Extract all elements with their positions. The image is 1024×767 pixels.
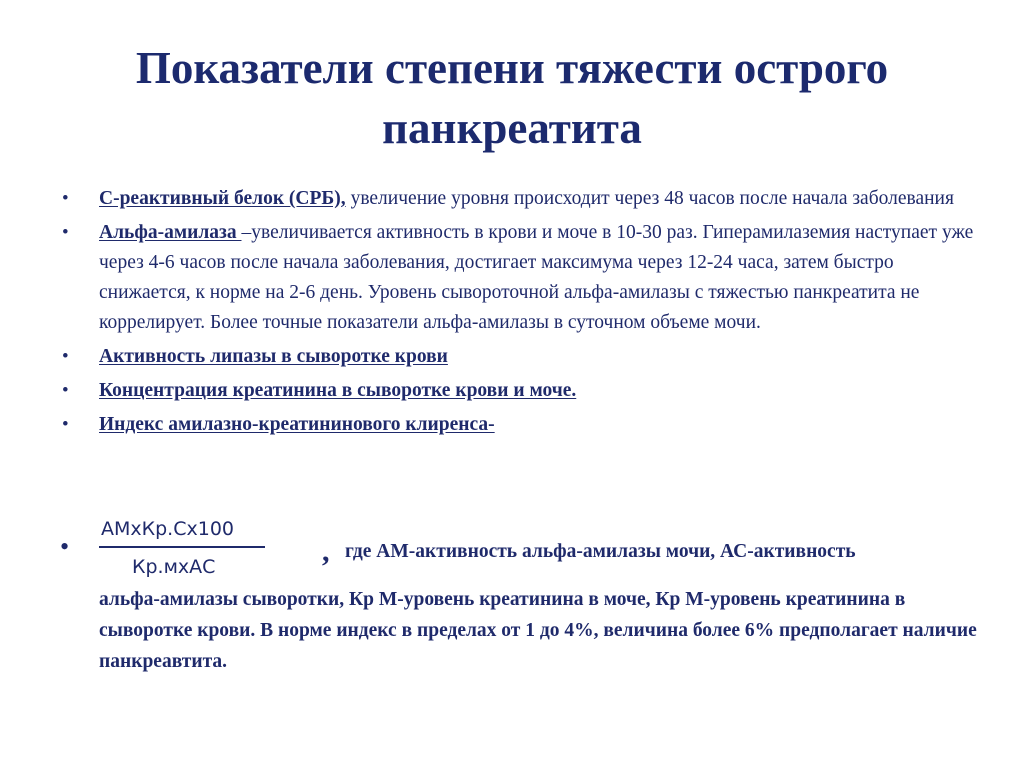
formula-comma: , xyxy=(322,535,330,568)
formula-explanation-start: где АМ-активность альфа-амилазы мочи, АС-активность xyxy=(345,541,856,562)
formula-denominator: Кр.мхАС xyxy=(132,556,216,578)
bullet-icon: • xyxy=(62,380,69,401)
list-item xyxy=(60,184,980,214)
item-term: Альфа-амилаза xyxy=(99,222,242,243)
list-item xyxy=(60,376,980,406)
bullet-icon: • xyxy=(62,222,69,243)
item-term: Индекс амилазно-креатининового клиренса- xyxy=(99,414,495,435)
item-text: увеличение уровня происходит через 48 часов после начала заболевания xyxy=(345,188,954,209)
formula-explanation: альфа-амилазы сыворотки, Кр М-уровень креатинина в моче, Кр М-уровень креатинина в сыворотке крови. В норме индекс в пределах от 1 до 4%, величина более 6% предполагает наличие панкреавтита. xyxy=(99,589,977,672)
slide-title: Показатели степени тяжести острого панкреатита xyxy=(135,43,889,153)
list-item xyxy=(60,410,980,440)
item-term: Активность липазы в сыворотке крови xyxy=(99,346,448,367)
item-text: –увеличивается активность в крови и моче в 10-30 раз. Гиперамилаземия наступает уже через 4-6 часов после начала заболевания, достигает максимума через 12-24 часа, затем быстро снижается, к норме на 2-6 день. Уровень сывороточной альфа-амилазы с тяжестью панкреатита не коррелирует. Более точные показатели альфа-амилазы в суточном объеме мочи. xyxy=(99,222,974,333)
list-item xyxy=(60,342,980,372)
bullet-icon: • xyxy=(60,532,70,561)
formula-item xyxy=(60,512,980,677)
item-term: С-реактивный белок (СРБ), xyxy=(99,188,346,209)
bullet-icon: • xyxy=(62,188,69,209)
bullet-list xyxy=(60,184,980,444)
list-item xyxy=(60,218,980,338)
formula-line xyxy=(60,512,980,580)
bullet-icon: • xyxy=(62,414,69,435)
fraction-bar xyxy=(99,546,265,548)
formula-numerator: АМхКр.Сх100 xyxy=(101,518,234,540)
bullet-icon: • xyxy=(62,346,69,367)
item-term: Концентрация креатинина в сыворотке крови и моче. xyxy=(99,380,577,401)
